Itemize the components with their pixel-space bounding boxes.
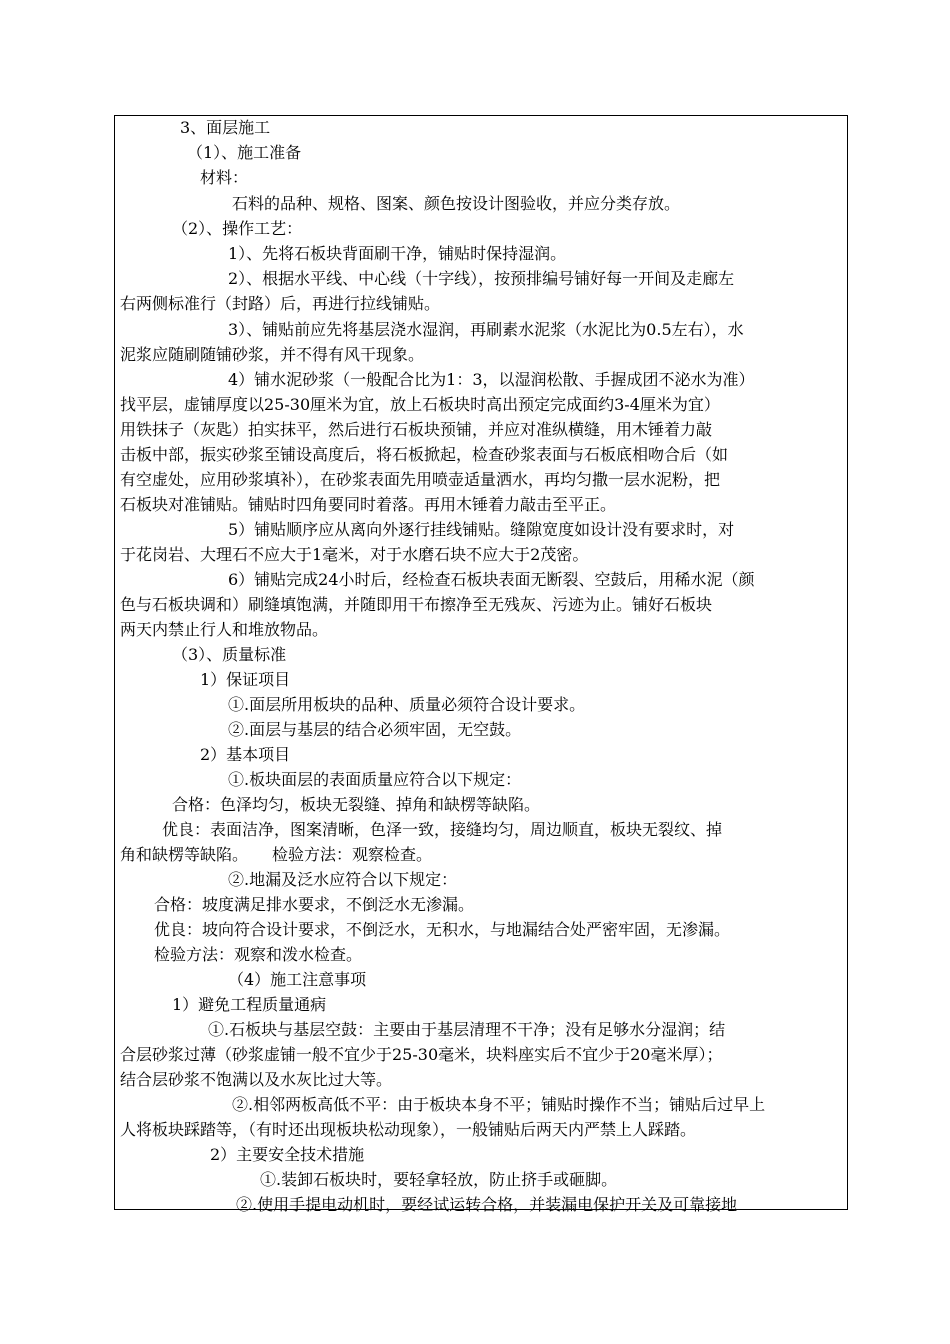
- text-line: 6）铺贴完成24小时后，经检查石板块表面无断裂、空鼓后，用稀水泥（颜: [228, 570, 755, 589]
- text-line: 3）、铺贴前应先将基层浇水湿润，再刷素水泥浆（水泥比为0.5左右），水: [228, 320, 744, 339]
- text-line: 材料：: [200, 168, 249, 187]
- document-frame: [114, 115, 848, 1214]
- text-line: 两天内禁止行人和堆放物品。: [120, 620, 329, 639]
- text-line: 泥浆应随刷随铺砂浆，并不得有风干现象。: [120, 345, 425, 364]
- subsection-heading: （3）、质量标准: [172, 645, 287, 664]
- text-line: 人将板块踩踏等，（有时还出现板块松动现象），一般铺贴后两天内严禁上人踩踏。: [120, 1120, 697, 1139]
- text-line: 合层砂浆过薄（砂浆虚铺一般不宜少于25-30毫米，块料座实后不宜少于20毫米厚）；: [120, 1045, 723, 1064]
- subsection-heading: （2）、操作工艺：: [172, 219, 303, 238]
- text-line: 2）基本项目: [200, 745, 291, 764]
- text-line: ②.面层与基层的结合必须牢固，无空鼓。: [228, 720, 522, 739]
- text-line: ②.相邻两板高低不平：由于板块本身不平；铺贴时操作不当；铺贴后过早上: [232, 1095, 766, 1114]
- text-line: 有空虚处，应用砂浆填补），在砂浆表面先用喷壶适量洒水，再均匀撒一层水泥粉，把: [120, 470, 721, 489]
- text-line: 5）铺贴顺序应从离向外逐行挂线铺贴。缝隙宽度如设计没有要求时，对: [228, 520, 735, 539]
- text-line: 1）避免工程质量通病: [172, 995, 327, 1014]
- text-line: ①.面层所用板块的品种、质量必须符合设计要求。: [228, 695, 586, 714]
- text-line: 结合层砂浆不饱满以及水灰比过大等。: [120, 1070, 393, 1089]
- text-line: 2）主要安全技术措施: [210, 1145, 365, 1164]
- text-line: 2）、根据水平线、中心线（十字线），按预排编号铺好每一开间及走廊左: [228, 269, 735, 288]
- text-line: 1）保证项目: [200, 670, 291, 689]
- text-line: 色与石板块调和）刷缝填饱满，并随即用干布擦净至无残灰、污迹为止。铺好石板块: [120, 595, 713, 614]
- subsection-heading: （4）施工注意事项: [228, 970, 367, 989]
- text-line: 1）、先将石板块背面刷干净，铺贴时保持湿润。: [228, 244, 567, 263]
- text-line: ②.使用手提电动机时，要经试运转合格，并装漏电保护开关及可靠接地: [236, 1195, 738, 1214]
- section-heading: 3、面层施工: [180, 118, 271, 137]
- text-line: 于花岗岩、大理石不应大于1毫米，对于水磨石块不应大于2茂密。: [120, 545, 589, 564]
- text-line: ②.地漏及泛水应符合以下规定：: [228, 870, 458, 889]
- text-line: 击板中部，振实砂浆至铺设高度后，将石板掀起，检查砂浆表面与石板底相吻合后（如: [120, 445, 729, 464]
- text-line: ①.装卸石板块时，要轻拿轻放，防止挤手或砸脚。: [260, 1170, 618, 1189]
- text-line: 角和缺楞等缺陷。 检验方法：观察检查。: [120, 845, 433, 864]
- text-line: 用铁抹子（灰匙）拍实抹平，然后进行石板块预铺，并应对准纵横缝，用木锤着力敲: [120, 420, 713, 439]
- text-line: 石料的品种、规格、图案、颜色按设计图验收，并应分类存放。: [232, 194, 681, 213]
- subsection-heading: （1）、施工准备: [187, 143, 302, 162]
- text-line: 找平层，虚铺厚度以25-30厘米为宜，放上石板块时高出预定完成面约3-4厘米为宜）: [120, 395, 720, 414]
- text-line: 合格：坡度满足排水要求，不倒泛水无渗漏。: [154, 895, 475, 914]
- text-line: ①.石板块与基层空鼓：主要由于基层清理不干净；没有足够水分湿润；结: [208, 1020, 726, 1039]
- text-line: 右两侧标准行（封路）后，再进行拉线铺贴。: [120, 294, 441, 313]
- text-line: 合格：色泽均匀，板块无裂缝、掉角和缺楞等缺陷。: [172, 795, 541, 814]
- text-line: 优良：坡向符合设计要求，不倒泛水，无积水，与地漏结合处严密牢固，无渗漏。: [154, 920, 731, 939]
- text-line: 检验方法：观察和泼水检查。: [154, 945, 363, 964]
- text-line: ①.板块面层的表面质量应符合以下规定：: [228, 770, 522, 789]
- text-line: 优良：表面洁净，图案清晰，色泽一致，接缝均匀，周边顺直，板块无裂纹、掉: [162, 820, 723, 839]
- text-line: 4）铺水泥砂浆（一般配合比为1：3，以湿润松散、手握成团不泌水为准）: [228, 370, 755, 389]
- text-line: 石板块对准铺贴。铺贴时四角要同时着落。再用木锤着力敲击至平正。: [120, 495, 617, 514]
